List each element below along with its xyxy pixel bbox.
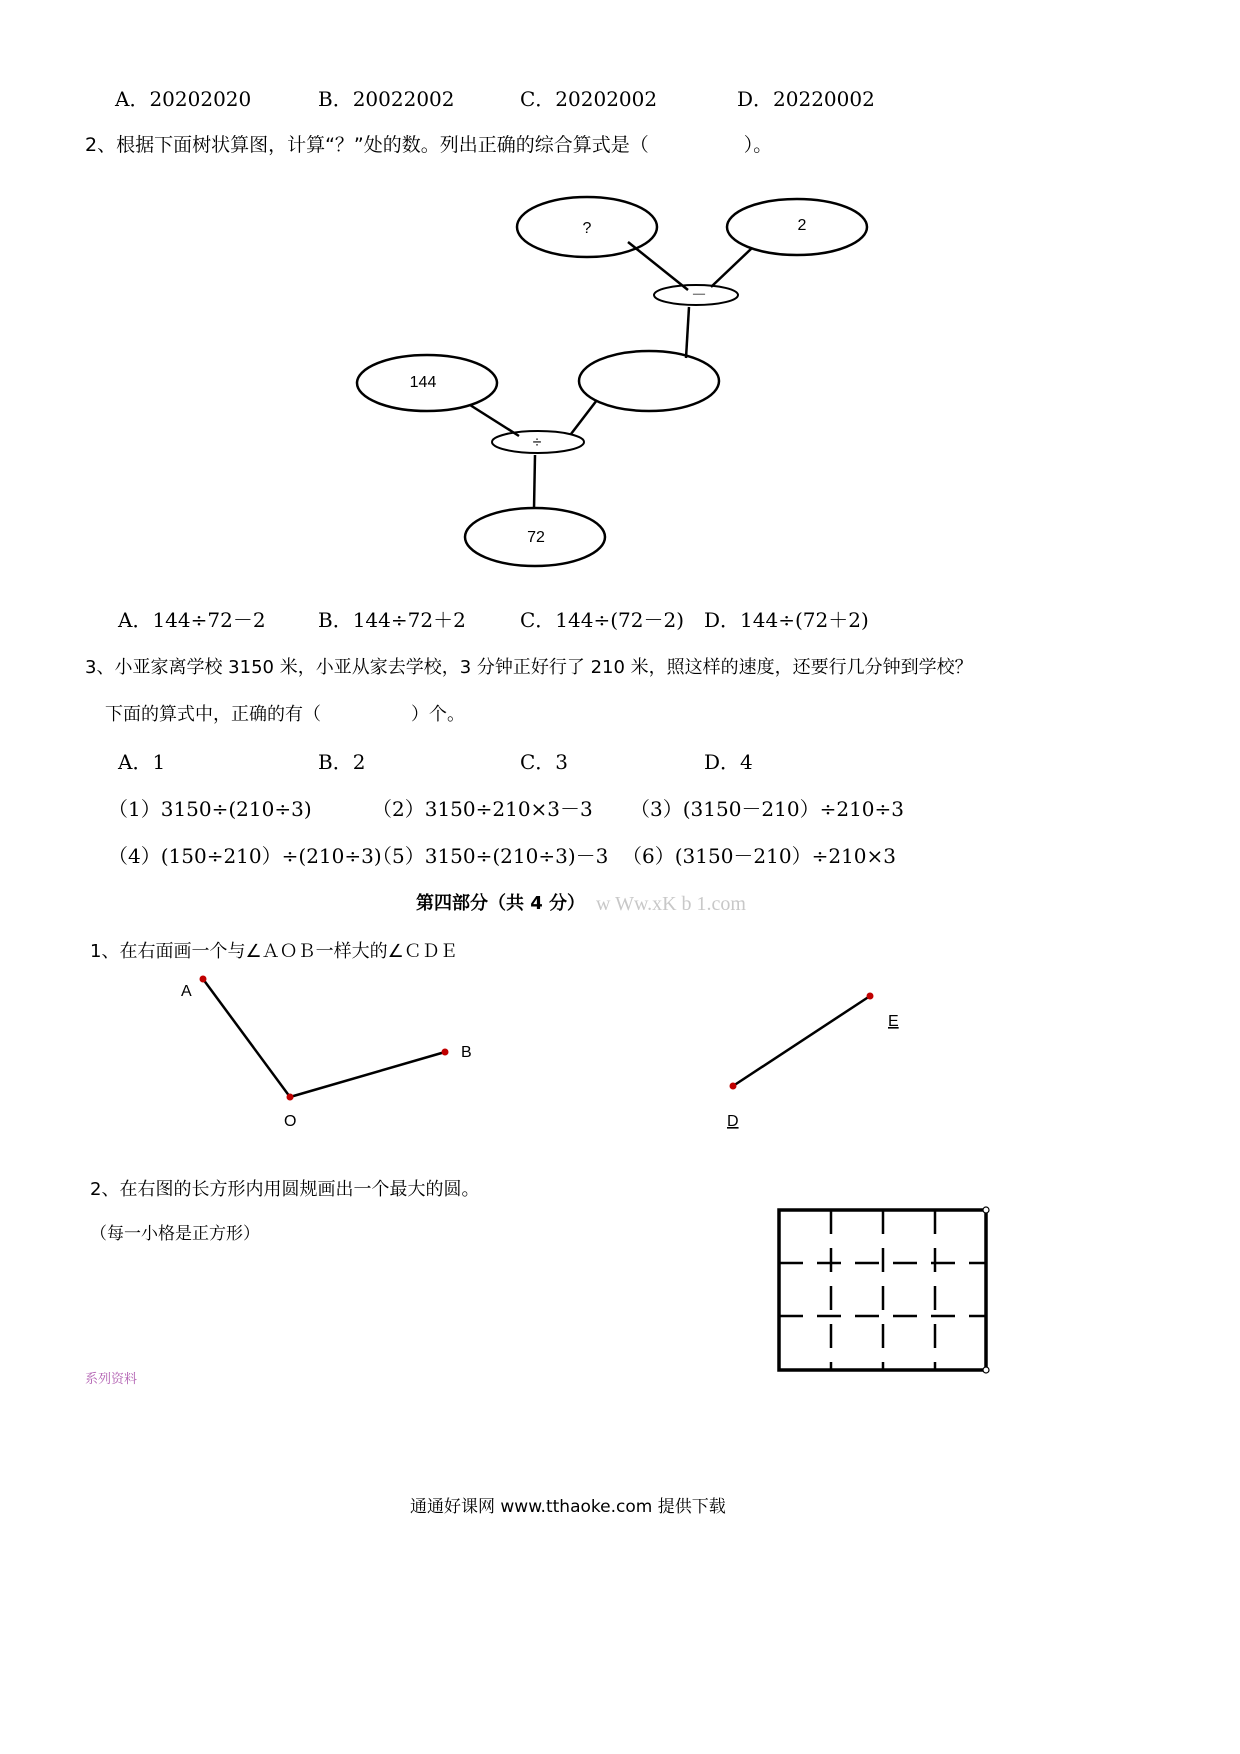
q3-formula-3: （3）(3150－210）÷210÷3 [630,797,905,821]
label-b: B [461,1044,472,1061]
q3-stem-line1: 3、小亚家离学校 3150 米，小亚从家去学校，3 分钟正好行了 210 米，照这样的速度，还要行几分钟到学校？ [85,657,973,678]
q1-option-c: C．20202002 [520,87,658,111]
q3-stem-line2: 下面的算式中，正确的有（ ）个。 [105,704,465,725]
q1-option-a: A．20202020 [115,87,252,111]
p4q2-stem: 2、在右图的长方形内用圆规画出一个最大的圆。 [90,1179,480,1200]
q2-option-c: C．144÷(72－2) [520,608,685,632]
q3-formula-5: （5）3150÷(210÷3)－3 [372,844,609,868]
q2-option-d: D．144÷(72＋2) [704,608,869,632]
q3-formula-1: （1）3150÷(210÷3) [108,797,312,821]
q2-option-b: B．144÷72＋2 [318,608,466,632]
q1-option-b: B．20022002 [318,87,455,111]
q3-option-d: D．4 [704,750,753,774]
section4-title: 第四部分（共 4 分） [416,893,586,914]
q3-option-a: A．1 [118,750,166,774]
node-minus-label: － [690,287,708,304]
q3-formula-4: （4）(150÷210）÷(210÷3) [108,844,382,868]
q1-option-d: D．20220002 [737,87,875,111]
label-a: A [181,983,192,1000]
label-o: O [284,1113,297,1130]
node-144-label: 144 [409,374,437,391]
watermark-text: w Ww.xK b 1.com [596,893,746,915]
series-label: 系列资料 [85,1372,138,1387]
q3-option-b: B．2 [318,750,366,774]
label-d: D [727,1113,739,1130]
q3-option-c: C．3 [520,750,569,774]
q2-option-a: A．144÷72－2 [118,608,266,632]
grid-lines [779,1210,986,1370]
p4q1-stem: 1、在右面画一个与∠ＡＯＢ一样大的∠ＣＤＥ [90,941,458,962]
corner-dot-bottom [983,1367,989,1373]
page-footer: 通通好课网 www.tthaoke.com 提供下载 [410,1497,726,1517]
q2-stem: 2、根据下面树状算图，计算“？”处的数。列出正确的综合算式是（ ）。 [85,134,773,156]
node-divide-label: ÷ [532,434,542,451]
q3-formula-2: （2）3150÷210×3－3 [372,797,593,821]
node-two-label: 2 [797,217,807,234]
p4q2-note: （每一小格是正方形） [90,1224,260,1244]
corner-dot-top [983,1207,989,1213]
node-question-label: ? [582,220,592,237]
label-e: E [888,1013,899,1030]
q3-formula-6: （6）(3150－210）÷210×3 [622,844,897,868]
node-72-label: 72 [527,529,545,546]
